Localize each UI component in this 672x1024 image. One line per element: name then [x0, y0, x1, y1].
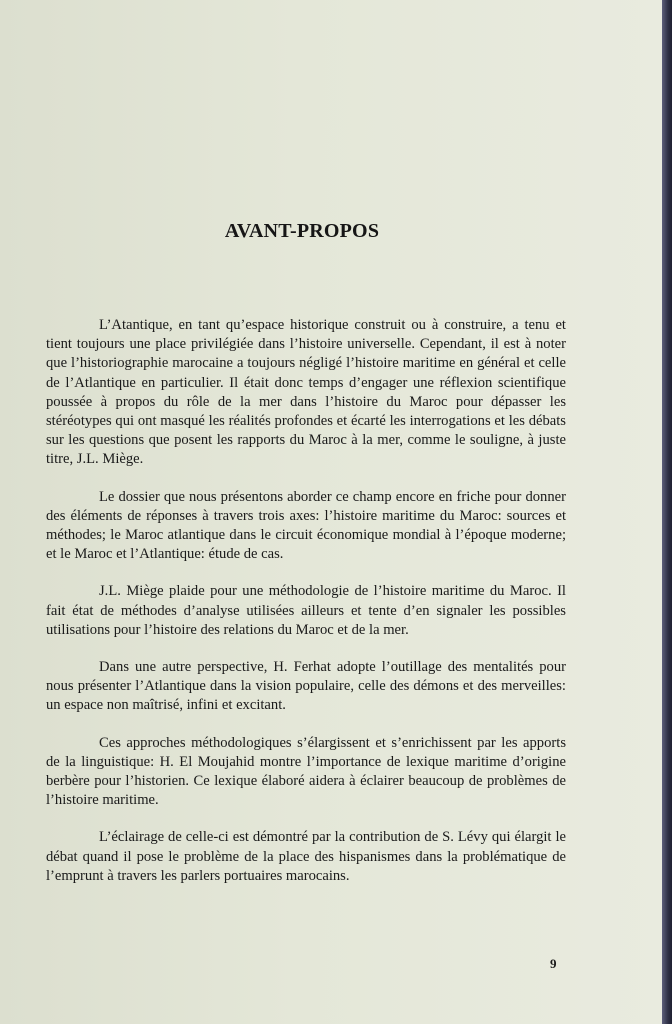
paragraph: J.L. Miège plaide pour une méthodologie de l’histoire maritime du Maroc. Il fait état de méthodes d’analyse utilisées ailleurs et tente d’en signaler les possibles utilisations pour l’histoire des relations du Maroc et de la mer. — [46, 583, 566, 638]
paragraph: L’éclairage de celle-ci est démontré par la contribution de S. Lévy qui élargit le débat quand il pose le problème de la place des hispanismes dans la problématique de l’emprunt à travers les parlers portuaires marocains. — [46, 829, 566, 884]
book-edge — [662, 0, 672, 1024]
paragraph: L’Atantique, en tant qu’espace historique construit ou à construire, a tenu et tient toujours une place privilégiée dans l’histoire universelle. Cependant, il est à noter que l’historiographie marocaine a toujours négligé l’histoire maritime en général et celle de l’Atlantique en particulier. Il était donc temps d’engager une réflexion scientifique poussée à propos du rôle de la mer dans l’histoire du Maroc pour dépasser les stéréotypes qui ont masqué les réalités profondes et écarté les interrogations et les débats sur les questions que posent les rapports du Maroc à la mer, comme le souligne, à juste titre, J.L. Miège. — [46, 317, 566, 468]
paragraph: Ces approches méthodologiques s’élargissent et s’enrichissent par les apports de la linguistique: H. El Moujahid montre l’importance de lexique maritime d’origine berbère pour l’historien. Ce lexique élaboré aidera à éclairer beaucoup de problèmes de l’histoire maritime. — [46, 734, 566, 809]
page-title: AVANT-PROPOS — [224, 220, 380, 242]
body-text — [46, 316, 566, 904]
page-number: 9 — [550, 956, 557, 971]
paragraph: Dans une autre perspective, H. Ferhat adopte l’outillage des mentalités pour nous présenter l’Atlantique dans la vision populaire, celle des démons et des merveilles: un espace non maîtrisé, infini et excitant. — [46, 659, 566, 714]
paragraph: Le dossier que nous présentons aborder ce champ encore en friche pour donner des éléments de réponses à travers trois axes: l’histoire maritime du Maroc: sources et méthodes; le Maroc atlantique dans le circuit économique mondial à l’époque moderne; et le Maroc et l’Atlantique: étude de cas. — [46, 488, 566, 563]
